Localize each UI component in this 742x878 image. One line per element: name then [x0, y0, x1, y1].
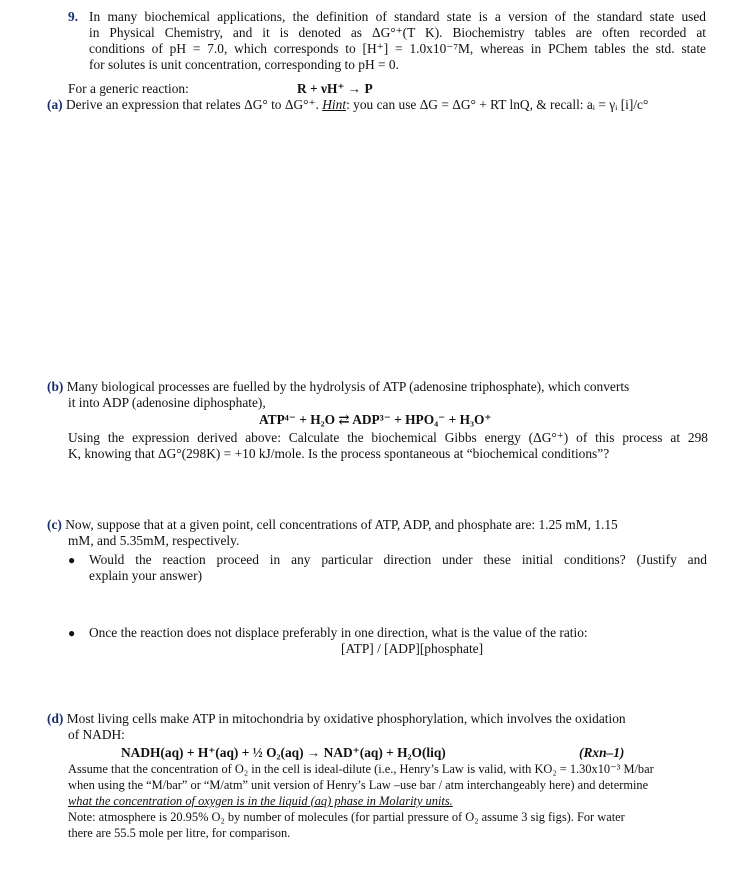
hint-label: Hint	[322, 97, 347, 112]
part-d-line-2: of NADH:	[68, 727, 125, 742]
reaction-tag: (Rxn–1)	[579, 745, 625, 760]
bullet-1-line-1: Would the reaction proceed in any particular direction under these initial conditions? (Justify and	[89, 552, 707, 567]
generic-reaction-label: For a generic reaction:	[68, 81, 189, 96]
assume-line-1: Assume that the concentration of O₂ in the cell is ideal-dilute (i.e., Henry’s Law is valid, with KO₂ = 1.30x10⁻³ M/bar	[68, 762, 654, 776]
intro-line-3: conditions of pH = 7.0, which corresponds to [H⁺] = 1.0x10⁻⁷M, whereas in PChem tables the std. state	[89, 41, 706, 56]
part-c-label: (c)	[47, 517, 62, 532]
assume-line-3: what the concentration of oxygen is in the liquid (aq) phase in Molarity units.	[68, 794, 453, 808]
atp-reaction: ATP⁴⁻ + H₂O ⇄ ADP³⁻ + HPO₄⁻ + H₃O⁺	[259, 412, 492, 427]
part-c-text-1: Now, suppose that at a given point, cell concentrations of ATP, ADP, and phosphate are: 1.25 mM, 1.15	[65, 517, 618, 532]
problem-number: 9.	[68, 9, 79, 24]
part-d-line-1	[47, 711, 626, 726]
bullet-dot-2: ●	[68, 626, 76, 640]
ratio-expression: [ATP] / [ADP][phosphate]	[341, 641, 484, 656]
part-d-label: (d)	[47, 711, 64, 726]
part-d-text-1: Most living cells make ATP in mitochondria by oxidative phosphorylation, which involves the oxidation	[66, 711, 626, 726]
note-line-1: Note: atmosphere is 20.95% O₂ by number of molecules (for partial pressure of O₂ assume 3 sig figs). For water	[68, 810, 625, 824]
part-b-question-1: Using the expression derived above: Calculate the biochemical Gibbs energy (ΔG°⁺) of this process at 298	[68, 430, 708, 445]
part-c-line-2: mM, and 5.35mM, respectively.	[68, 533, 240, 548]
note-line-2: there are 55.5 mole per litre, for comparison.	[68, 826, 291, 840]
nadh-reaction: NADH(aq) + H⁺(aq) + ½ O₂(aq) → NAD⁺(aq) + H₂O(liq)	[121, 745, 446, 760]
hint-text: : you can use ΔG = ΔG° + RT lnQ, & recall: aᵢ = γᵢ [i]/c°	[346, 97, 649, 112]
bullet-1-line-2: explain your answer)	[89, 568, 203, 583]
assume-line-2: when using the “M/bar” or “M/atm” unit version of Henry’s Law –use bar / atm interchangeably here) and determine	[68, 778, 649, 792]
part-a-text: Derive an expression that relates ΔG° to ΔG°⁺.	[65, 97, 319, 112]
part-b-text-1: Many biological processes are fuelled by the hydrolysis of ATP (adenosine triphosphate), which converts	[66, 379, 630, 394]
part-c-line-1	[47, 517, 618, 532]
part-a-label: (a)	[47, 97, 63, 112]
part-a	[47, 97, 648, 112]
bullet-2-line: Once the reaction does not displace preferably in one direction, what is the value of the ratio:	[89, 625, 588, 640]
generic-reaction: R + νH⁺ → P	[297, 81, 373, 96]
part-b-line-2: it into ADP (adenosine diphosphate),	[68, 395, 266, 410]
part-b-line-1	[47, 379, 629, 394]
part-b-label: (b)	[47, 379, 64, 394]
intro-line-4: for solutes is unit concentration, corresponding to pH = 0.	[89, 57, 399, 72]
part-b-question-2: K, knowing that ΔG°(298K) = +10 kJ/mole. Is the process spontaneous at “biochemical conditions”?	[68, 446, 610, 461]
bullet-dot-1: ●	[68, 553, 76, 567]
intro-line-2: in Physical Chemistry, and it is denoted as ΔG°⁺(T K). Biochemistry tables are often recorded at	[89, 25, 706, 40]
intro-line-1: In many biochemical applications, the definition of standard state is a version of the standard state used	[89, 9, 706, 24]
